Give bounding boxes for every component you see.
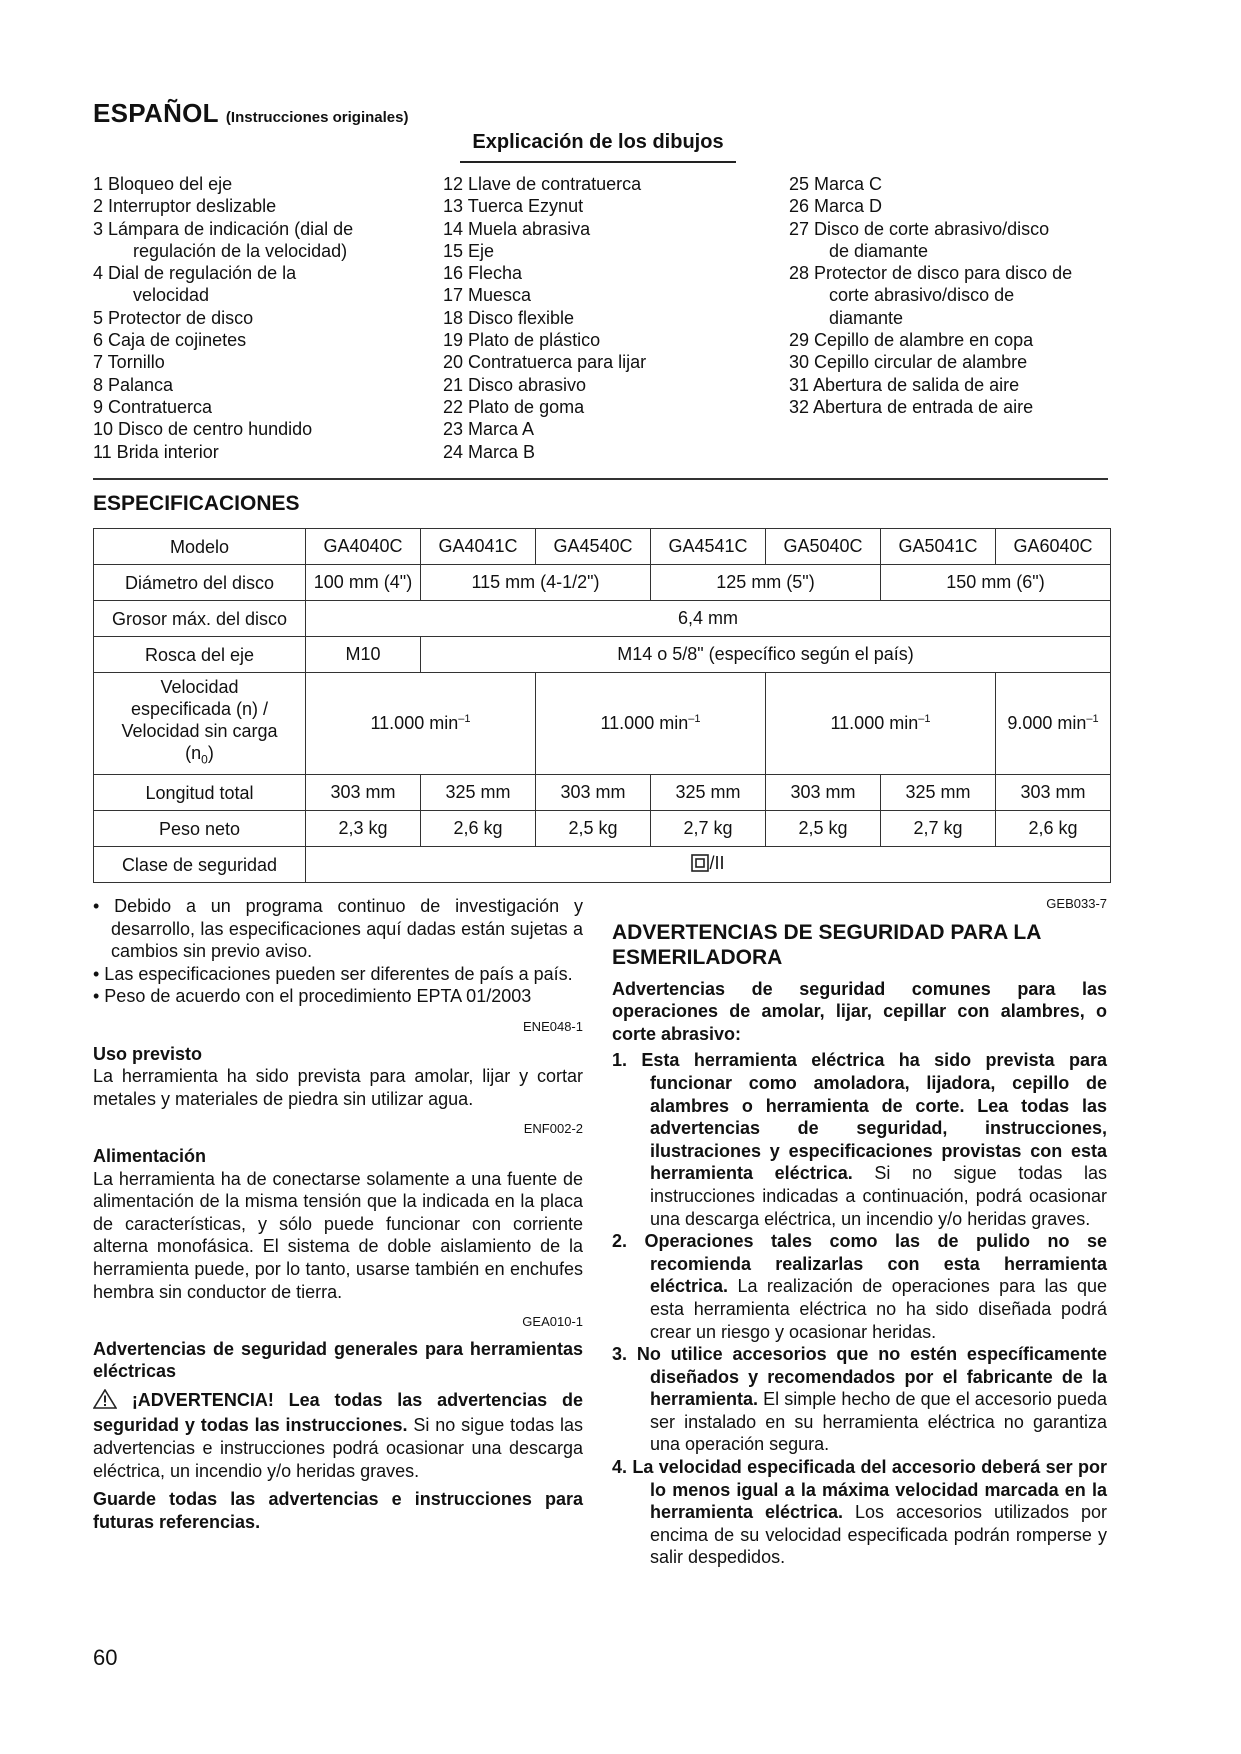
specs-table xyxy=(93,528,1111,883)
spec-note: • Peso de acuerdo con el procedimiento EPTA 01/2003 xyxy=(93,986,532,1007)
weight-cell: 2,3 kg xyxy=(306,811,421,847)
right-column xyxy=(612,893,1107,1569)
speed-cell xyxy=(996,673,1111,775)
adv-paragraph xyxy=(93,1389,583,1482)
weight-cell: 2,5 kg xyxy=(536,811,651,847)
speed-cell xyxy=(536,673,766,775)
legend-item: 26 Marca D xyxy=(789,196,883,217)
legend-item: 17 Muesca xyxy=(443,285,532,306)
legend-item: 2 Interruptor deslizable xyxy=(93,196,277,217)
thread-label: Rosca del eje xyxy=(94,637,306,673)
legend-item: 32 Abertura de entrada de aire xyxy=(789,396,1034,417)
table-row-weight xyxy=(94,811,1111,847)
model-cell: GA4541C xyxy=(651,529,766,565)
page-number: 60 xyxy=(93,1645,118,1670)
speed-cell xyxy=(306,673,536,775)
legend-title: Explicación de los dibujos xyxy=(460,131,736,163)
table-row-thread xyxy=(94,637,1111,673)
legend-item: 10 Disco de centro hundido xyxy=(93,419,313,440)
weight-cell: 2,7 kg xyxy=(881,811,996,847)
legend-item: 19 Plato de plástico xyxy=(443,330,601,351)
grinder-warnings-title: ADVERTENCIAS DE SEGURIDAD PARA LA ESMERILADORA xyxy=(612,920,1041,969)
legend-item: 29 Cepillo de alambre en copa xyxy=(789,330,1034,351)
table-row-thickness xyxy=(94,601,1111,637)
legend-item: 24 Marca B xyxy=(443,441,536,462)
legend-item: 30 Cepillo circular de alambre xyxy=(789,352,1028,373)
warning-icon xyxy=(93,1389,117,1415)
thread-cell: M10 xyxy=(306,637,421,673)
warning-item-bold: 3. No utilice accesorios que no estén específicamente diseñados y recomendados por el fabricante de la herramienta. xyxy=(612,1344,1107,1410)
speed-exp: –1 xyxy=(1086,713,1099,725)
thread-cell: M14 o 5/8" (específico según el país) xyxy=(421,637,1111,673)
legend-item: 23 Marca A xyxy=(443,419,535,440)
table-row-length xyxy=(94,775,1111,811)
thickness-cell: 6,4 mm xyxy=(306,601,1111,637)
table-row-class xyxy=(94,847,1111,883)
double-insulation-icon xyxy=(691,854,709,877)
warning-item-bold: 2. Operaciones tales como las de pulido no se recomienda realizarlas con esta herramienta eléctrica. xyxy=(612,1231,1107,1297)
length-label: Longitud total xyxy=(94,775,306,811)
length-cell: 303 mm xyxy=(766,775,881,811)
speed-label-line: especificada (n) / xyxy=(130,699,269,720)
legend-item: 12 Llave de contratuerca xyxy=(443,174,642,194)
speed-label-sub: 0 xyxy=(201,752,208,767)
table-row-speed xyxy=(94,673,1111,775)
legend-item: 21 Disco abrasivo xyxy=(443,374,587,395)
speed-value: 9.000 min xyxy=(1007,713,1087,733)
specs-heading: ESPECIFICACIONES xyxy=(93,492,300,515)
language-subtitle: (Instrucciones originales) xyxy=(225,109,409,126)
legend-item-cont: de diamante xyxy=(829,240,929,261)
speed-label-line: Velocidad xyxy=(160,677,239,698)
class-label: Clase de seguridad xyxy=(94,847,306,883)
class-cell xyxy=(306,847,1111,883)
diameter-cell: 115 mm (4-1/2") xyxy=(421,565,651,601)
warning-item xyxy=(612,1049,1107,1230)
model-cell: GA4540C xyxy=(536,529,651,565)
guarde-text: Guarde todas las advertencias e instrucciones para futuras referencias. xyxy=(93,1489,583,1532)
speed-label-line: Velocidad sin carga xyxy=(121,721,278,742)
grinder-warnings-subtitle: Advertencias de seguridad comunes para las operaciones de amolar, lijar, cepillar con alambres, o corte abrasivo: xyxy=(612,978,1107,1044)
length-cell: 303 mm xyxy=(306,775,421,811)
legend-item: 9 Contratuerca xyxy=(93,396,213,417)
uso-text: La herramienta ha sido prevista para amolar, lijar y cortar metales y materiales de piedra sin utilizar agua. xyxy=(93,1066,583,1109)
section-divider xyxy=(93,478,1108,480)
legend-item: 28 Protector de disco para disco de xyxy=(789,263,1073,284)
warning-item-text: El simple hecho de que el accesorio pueda ser instalado en su herramienta eléctrica no garantiza una operación segura. xyxy=(650,1389,1107,1455)
warning-item-text: Si no sigue todas las instrucciones indicadas a continuación, podrá ocasionar una descarga eléctrica, un incendio y/o heridas graves. xyxy=(650,1163,1107,1229)
legend-item: 22 Plato de goma xyxy=(443,396,585,417)
legend-item: 5 Protector de disco xyxy=(93,307,254,328)
diameter-cell: 100 mm (4") xyxy=(306,565,421,601)
legend-item: 1 Bloqueo del eje xyxy=(93,174,233,194)
legend-item-cont: velocidad xyxy=(133,285,210,306)
code-label: GEA010-1 xyxy=(522,1314,583,1330)
speed-value: 11.000 min xyxy=(370,713,459,733)
warning-item-text: La realización de operaciones para las que esta herramienta eléctrica no ha sido diseñada podrá crear un riesgo y ocasionar heridas. xyxy=(650,1276,1107,1342)
legend-item: 8 Palanca xyxy=(93,374,174,395)
alim-heading: Alimentación xyxy=(93,1145,207,1166)
speed-exp: –1 xyxy=(688,713,701,725)
legend-item: 20 Contratuerca para lijar xyxy=(443,352,647,373)
legend-item: 18 Disco flexible xyxy=(443,307,575,328)
legend-item: 31 Abertura de salida de aire xyxy=(789,374,1020,395)
diameter-cell: 125 mm (5") xyxy=(651,565,881,601)
model-cell: GA4041C xyxy=(421,529,536,565)
weight-label: Peso neto xyxy=(94,811,306,847)
legend-item: 13 Tuerca Ezynut xyxy=(443,196,584,217)
code-label: ENF002-2 xyxy=(523,1121,583,1137)
left-column xyxy=(93,895,583,1533)
length-cell: 325 mm xyxy=(881,775,996,811)
speed-cell xyxy=(766,673,996,775)
legend-item: 4 Dial de regulación de la xyxy=(93,263,297,284)
legend-item: 25 Marca C xyxy=(789,174,883,194)
adv-heading: Advertencias de seguridad generales para herramientas eléctricas xyxy=(93,1338,583,1382)
weight-cell: 2,7 kg xyxy=(651,811,766,847)
adv-bold: ¡ADVERTENCIA! Lea todas las advertencias de seguridad y todas las instrucciones. xyxy=(93,1389,583,1436)
table-row-diameter xyxy=(94,565,1111,601)
warning-item xyxy=(612,1343,1107,1456)
model-cell: GA5041C xyxy=(881,529,996,565)
legend-item-cont: diamante xyxy=(829,307,904,328)
adv-text: Si no sigue todas las advertencias e instrucciones podrá ocasionar una descarga eléctrica, un incendio y/o heridas graves. xyxy=(93,1415,583,1481)
length-cell: 303 mm xyxy=(536,775,651,811)
code-label: ENE048-1 xyxy=(523,1018,583,1034)
legend-item: 15 Eje xyxy=(443,240,495,261)
class-value: /II xyxy=(709,852,725,873)
legend-column-3 xyxy=(789,173,1072,418)
thickness-label: Grosor máx. del disco xyxy=(94,601,306,637)
model-cell: GA4040C xyxy=(306,529,421,565)
weight-cell: 2,6 kg xyxy=(421,811,536,847)
speed-label-line: (n xyxy=(185,743,202,764)
speed-value: 11.000 min xyxy=(830,713,919,733)
warning-item-bold: 1. Esta herramienta eléctrica ha sido prevista para funcionar como amoladora, lijadora, cepillo de alambres o herramienta de corte. Lea todas las advertencias de seguridad, instrucciones, ilustraciones y especificaciones provistas con esta herramienta eléctrica. xyxy=(612,1050,1107,1184)
weight-cell: 2,5 kg xyxy=(766,811,881,847)
legend-column-2 xyxy=(443,173,646,463)
legend-item-cont: corte abrasivo/disco de xyxy=(829,285,1015,306)
legend-item: 3 Lámpara de indicación (dial de xyxy=(93,218,354,239)
warning-item-bold: 4. La velocidad especificada del accesorio deberá ser por lo menos igual a la máxima velocidad marcada en la herramienta eléctrica. xyxy=(612,1457,1107,1523)
code-label: GEB033-7 xyxy=(1046,896,1107,911)
legend-item: 11 Brida interior xyxy=(93,441,219,462)
length-cell: 303 mm xyxy=(996,775,1111,811)
speed-label-line: ) xyxy=(207,743,214,764)
speed-label xyxy=(94,673,306,775)
model-cell: GA5040C xyxy=(766,529,881,565)
spec-note: • Debido a un programa continuo de investigación y desarrollo, las especificaciones aquí dadas están sujetas a cambios sin previo aviso. xyxy=(93,896,583,962)
table-row-model xyxy=(94,529,1111,565)
language-heading: ESPAÑOL xyxy=(93,98,219,128)
legend-item: 7 Tornillo xyxy=(93,352,165,373)
diameter-label: Diámetro del disco xyxy=(94,565,306,601)
legend-item: 6 Caja de cojinetes xyxy=(93,330,247,351)
length-cell: 325 mm xyxy=(421,775,536,811)
spec-note: • Las especificaciones pueden ser diferentes de país a país. xyxy=(93,963,573,984)
model-cell: GA6040C xyxy=(996,529,1111,565)
legend-column-1 xyxy=(93,173,353,463)
length-cell: 325 mm xyxy=(651,775,766,811)
uso-heading: Uso previsto xyxy=(93,1043,203,1064)
alim-text: La herramienta ha de conectarse solamente a una fuente de alimentación de la misma tensión que la indicada en la placa de características, y sólo puede funcionar con corriente alterna monofásica. El sistema de doble aislamiento de la herramienta puede, por lo tanto, usarse también en enchufes hembra sin conductor de tierra. xyxy=(93,1168,583,1302)
legend-item: 14 Muela abrasiva xyxy=(443,218,591,239)
page-title xyxy=(93,98,408,129)
diameter-cell: 150 mm (6") xyxy=(881,565,1111,601)
legend-item: 16 Flecha xyxy=(443,263,523,284)
legend-item-cont: regulación de la velocidad) xyxy=(133,240,348,261)
legend-item: 27 Disco de corte abrasivo/disco xyxy=(789,218,1050,239)
warning-item-text: Los accesorios utilizados por encima de su velocidad especificada podrán romperse y salir despedidos. xyxy=(650,1502,1107,1568)
warning-item xyxy=(612,1456,1107,1569)
speed-value: 11.000 min xyxy=(600,713,689,733)
speed-exp: –1 xyxy=(918,713,931,725)
speed-exp: –1 xyxy=(458,713,471,725)
weight-cell: 2,6 kg xyxy=(996,811,1111,847)
warning-item xyxy=(612,1230,1107,1343)
model-label: Modelo xyxy=(94,529,306,565)
